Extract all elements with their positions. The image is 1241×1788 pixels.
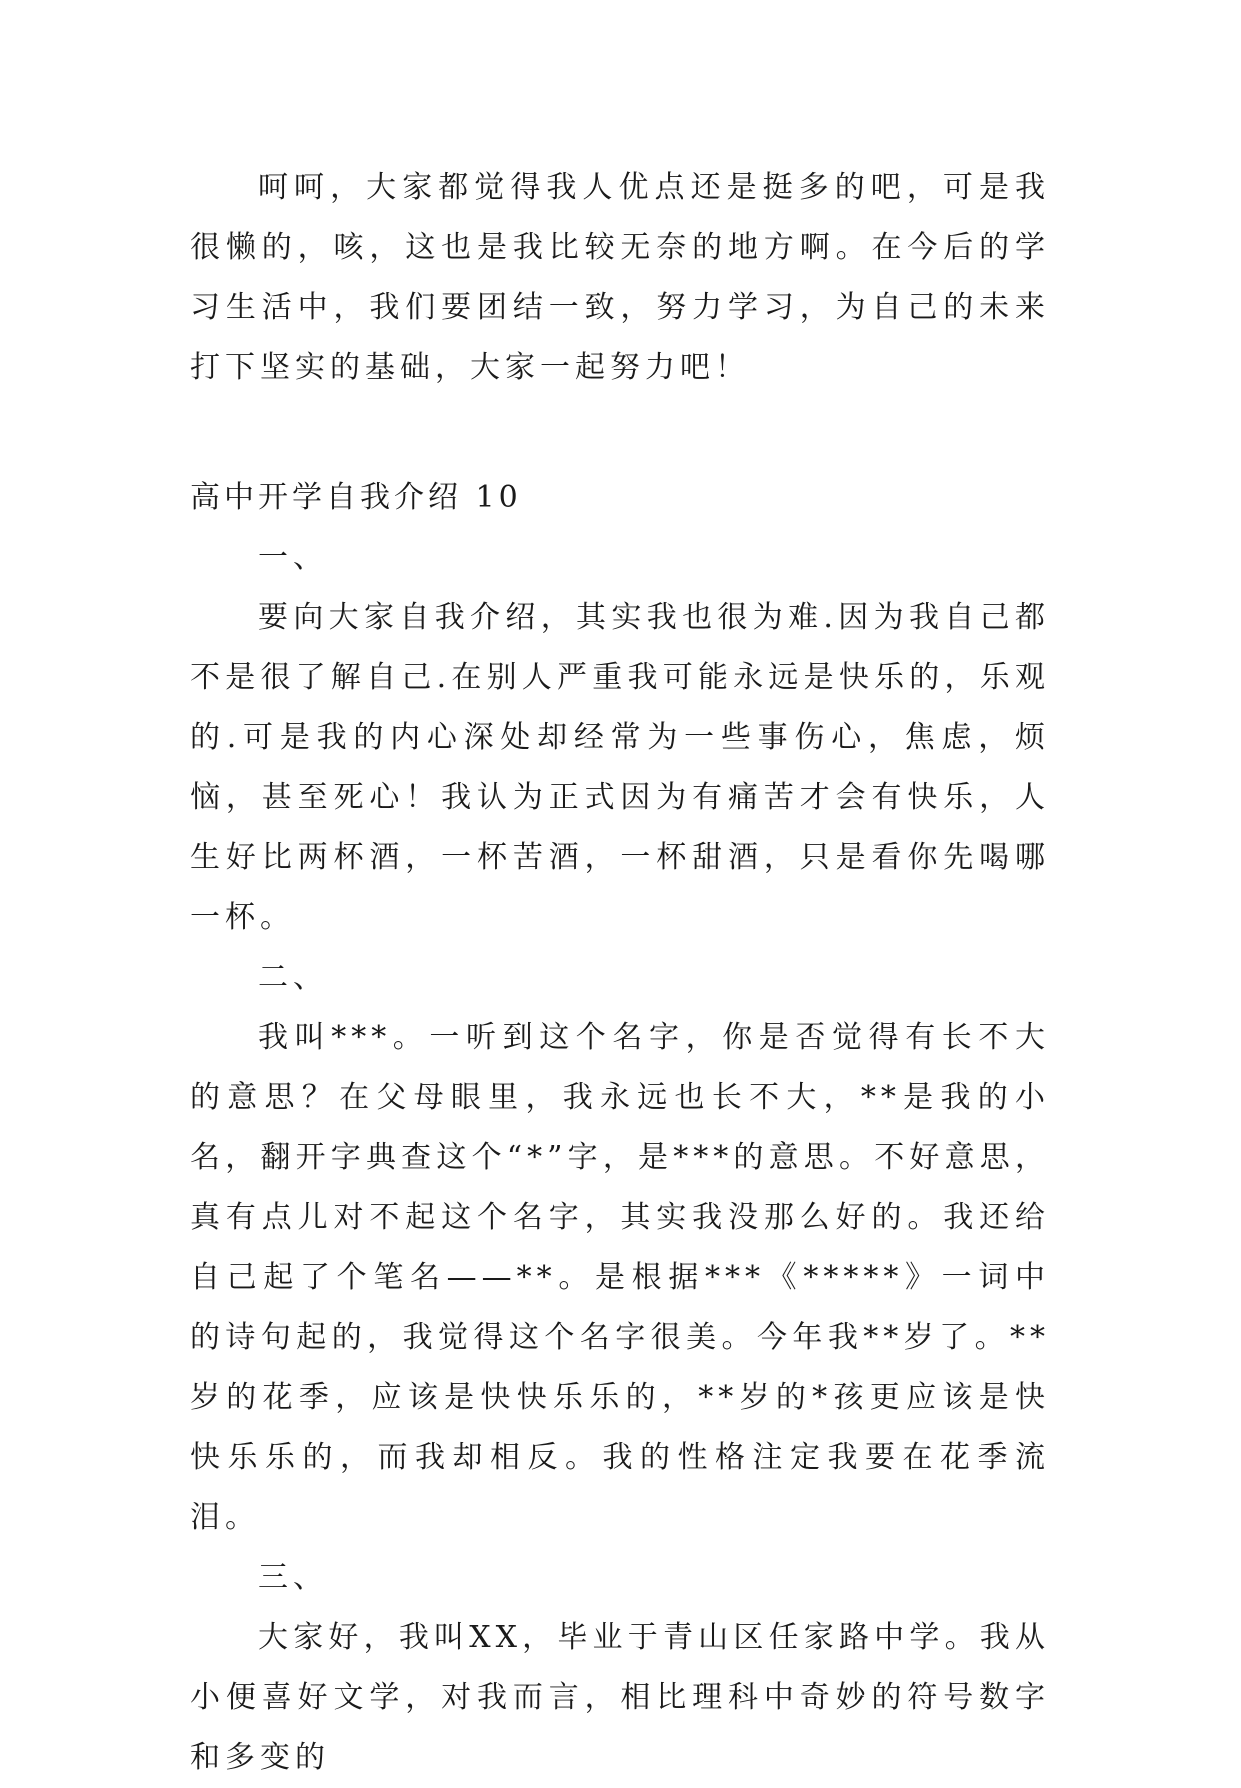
- section-paragraph-1: 要向大家自我介绍，其实我也很为难.因为我自己都不是很了解自己.在别人严重我可能永远是快乐的，乐观的.可是我的内心深处却经常为一些事伤心，焦虑，烦恼，甚至死心！我认为正式因为有痛苦才会有快乐，人生好比两杯酒，一杯苦酒，一杯甜酒，只是看你先喝哪一杯。: [190, 600, 1050, 935]
- section-marker-3: 三、: [258, 1560, 328, 1595]
- section-title: 高中开学自我介绍 10: [190, 480, 522, 515]
- section-paragraph-2: 我叫***。一听到这个名字，你是否觉得有长不大的意思？在父母眼里，我永远也长不大，**是我的小名，翻开字典查这个“*”字，是***的意思。不好意思，真有点儿对不起这个名字，其实我没那么好的。我还给自己起了个笔名——**。是根据***《*****》一词中的诗句起的，我觉得这个名字很美。今年我**岁了。**岁的花季，应该是快快乐乐的，**岁的*孩更应该是快快乐乐的，而我却相反。我的性格注定我要在花季流泪。: [190, 1020, 1050, 1535]
- intro-paragraph: 呵呵，大家都觉得我人优点还是挺多的吧，可是我很懒的，咳，这也是我比较无奈的地方啊。在今后的学习生活中，我们要团结一致，努力学习，为自己的未来打下坚实的基础，大家一起努力吧！: [190, 170, 1050, 385]
- section-marker-1: 一、: [258, 540, 328, 575]
- section-paragraph-3: 大家好，我叫XX，毕业于青山区任家路中学。我从小便喜好文学，对我而言，相比理科中奇妙的符号数字和多变的: [190, 1620, 1050, 1775]
- document-body: [190, 158, 1050, 1788]
- section-marker-2: 二、: [258, 960, 328, 995]
